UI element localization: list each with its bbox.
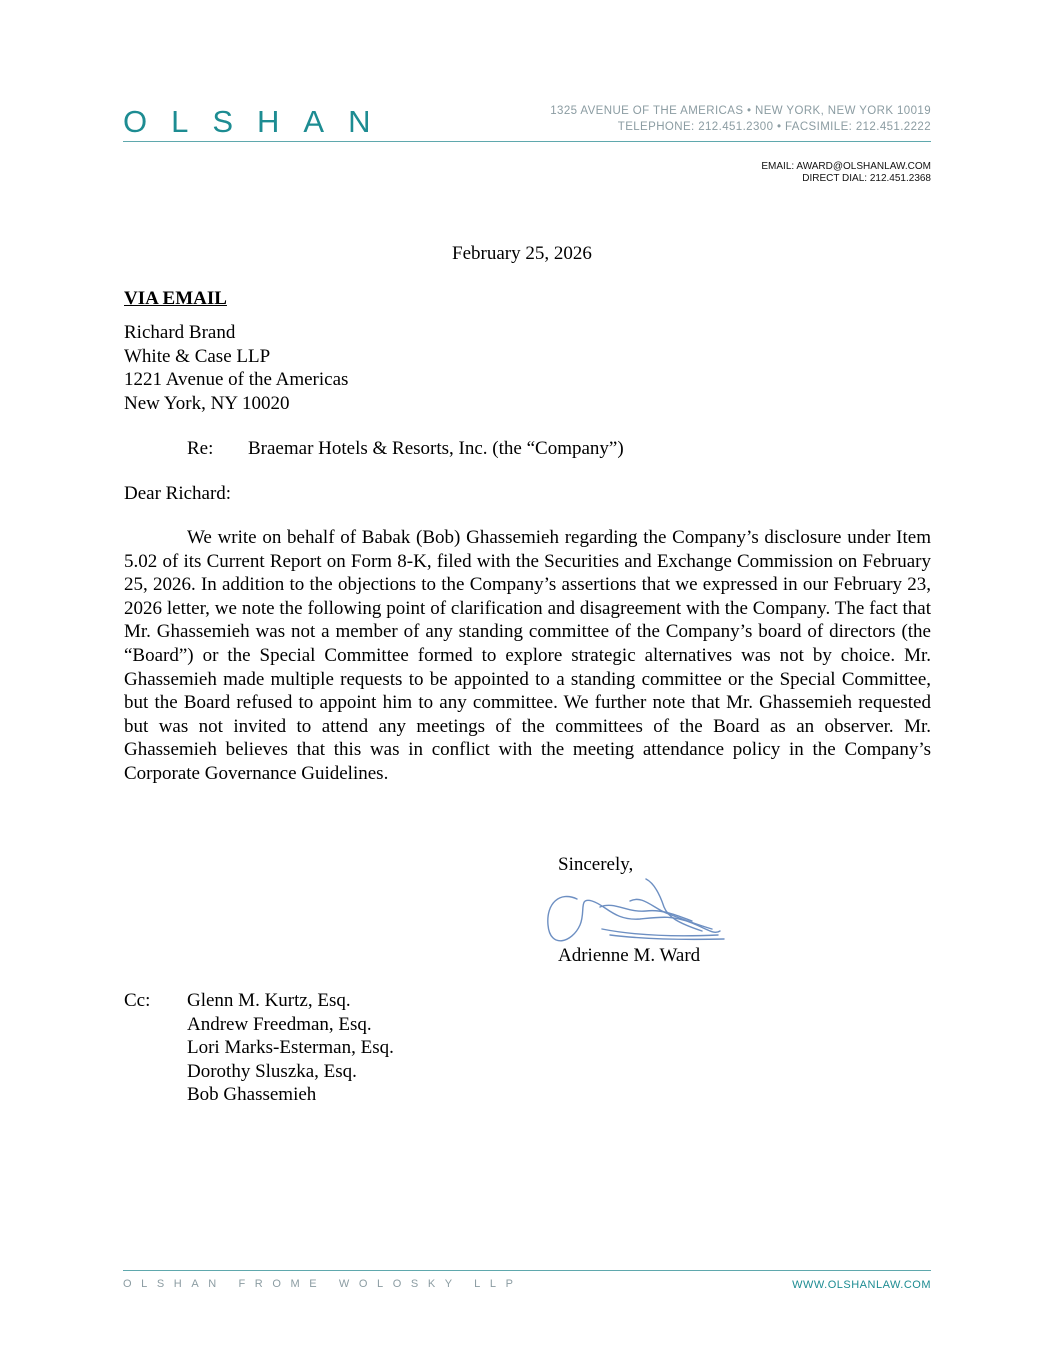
- signer-name: Adrienne M. Ward: [558, 945, 701, 966]
- footer-website: WWW.OLSHANLAW.COM: [792, 1279, 931, 1291]
- re-label: Re:: [187, 438, 214, 459]
- handwritten-signature: [542, 873, 732, 953]
- cc-item: Glenn M. Kurtz, Esq.: [187, 990, 351, 1011]
- header-divider: [123, 141, 931, 142]
- recipient-name: Richard Brand: [124, 322, 236, 343]
- cc-list: [187, 989, 394, 1107]
- letter-body: We write on behalf of Babak (Bob) Ghassemieh regarding the Company’s disclosure under Item 5.02 of its Current Report on Form 8-K, filed with the Securities and Exchange Commission on February 25, 2026. In addition to the objections to the Company’s assertions that we expressed in our February 23, 2026 letter, we note the following point of clarification and disagreement with the Company. The fact that Mr. Ghassemieh was not a member of any standing committee of the Company’s board of directors (the “Board”) or the Special Committee formed to explore strategic alternatives was not by choice. Mr. Ghassemieh made multiple requests to be appointed to a standing committee or the Special Committee, but the Board refused to appoint him to any committee. We further note that Mr. Ghassemieh requested but was not invited to attend any meetings of the committees of the Board as an observer. Mr. Ghassemieh believes that this was in conflict with the meeting attendance policy in the Company’s Corporate Governance Guidelines.: [124, 527, 931, 784]
- recipient-street: 1221 Avenue of the Americas: [124, 369, 349, 391]
- recipient-firm: White & Case LLP: [124, 345, 271, 367]
- re-subject: Braemar Hotels & Resorts, Inc. (the “Company”): [248, 438, 624, 459]
- closing: Sincerely,: [558, 854, 634, 875]
- cc-label: Cc:: [124, 990, 151, 1011]
- firm-phone-fax: TELEPHONE: 212.451.2300 • FACSIMILE: 212.451.2222: [617, 121, 931, 133]
- salutation: Dear Richard:: [124, 483, 232, 504]
- footer-divider: [123, 1270, 931, 1271]
- cc-item: Dorothy Sluszka, Esq.: [187, 1060, 357, 1082]
- cc-item: Andrew Freedman, Esq.: [187, 1013, 372, 1035]
- cc-item: Lori Marks-Esterman, Esq.: [187, 1037, 394, 1059]
- sender-direct-dial: DIRECT DIAL: 212.451.2368: [802, 173, 931, 184]
- delivery-method: VIA EMAIL: [124, 288, 227, 309]
- footer-firm-name: OLSHAN FROME WOLOSKY LLP: [123, 1278, 523, 1290]
- firm-address: 1325 AVENUE OF THE AMERICAS • NEW YORK, NEW YORK 10019: [550, 105, 931, 117]
- cc-item: Bob Ghassemieh: [187, 1084, 317, 1106]
- recipient-block: [124, 321, 348, 415]
- recipient-city: New York, NY 10020: [124, 392, 290, 414]
- letter-date: February 25, 2026: [452, 243, 592, 264]
- sender-email: EMAIL: AWARD@OLSHANLAW.COM: [761, 161, 931, 172]
- firm-logo: OLSHAN: [123, 104, 395, 139]
